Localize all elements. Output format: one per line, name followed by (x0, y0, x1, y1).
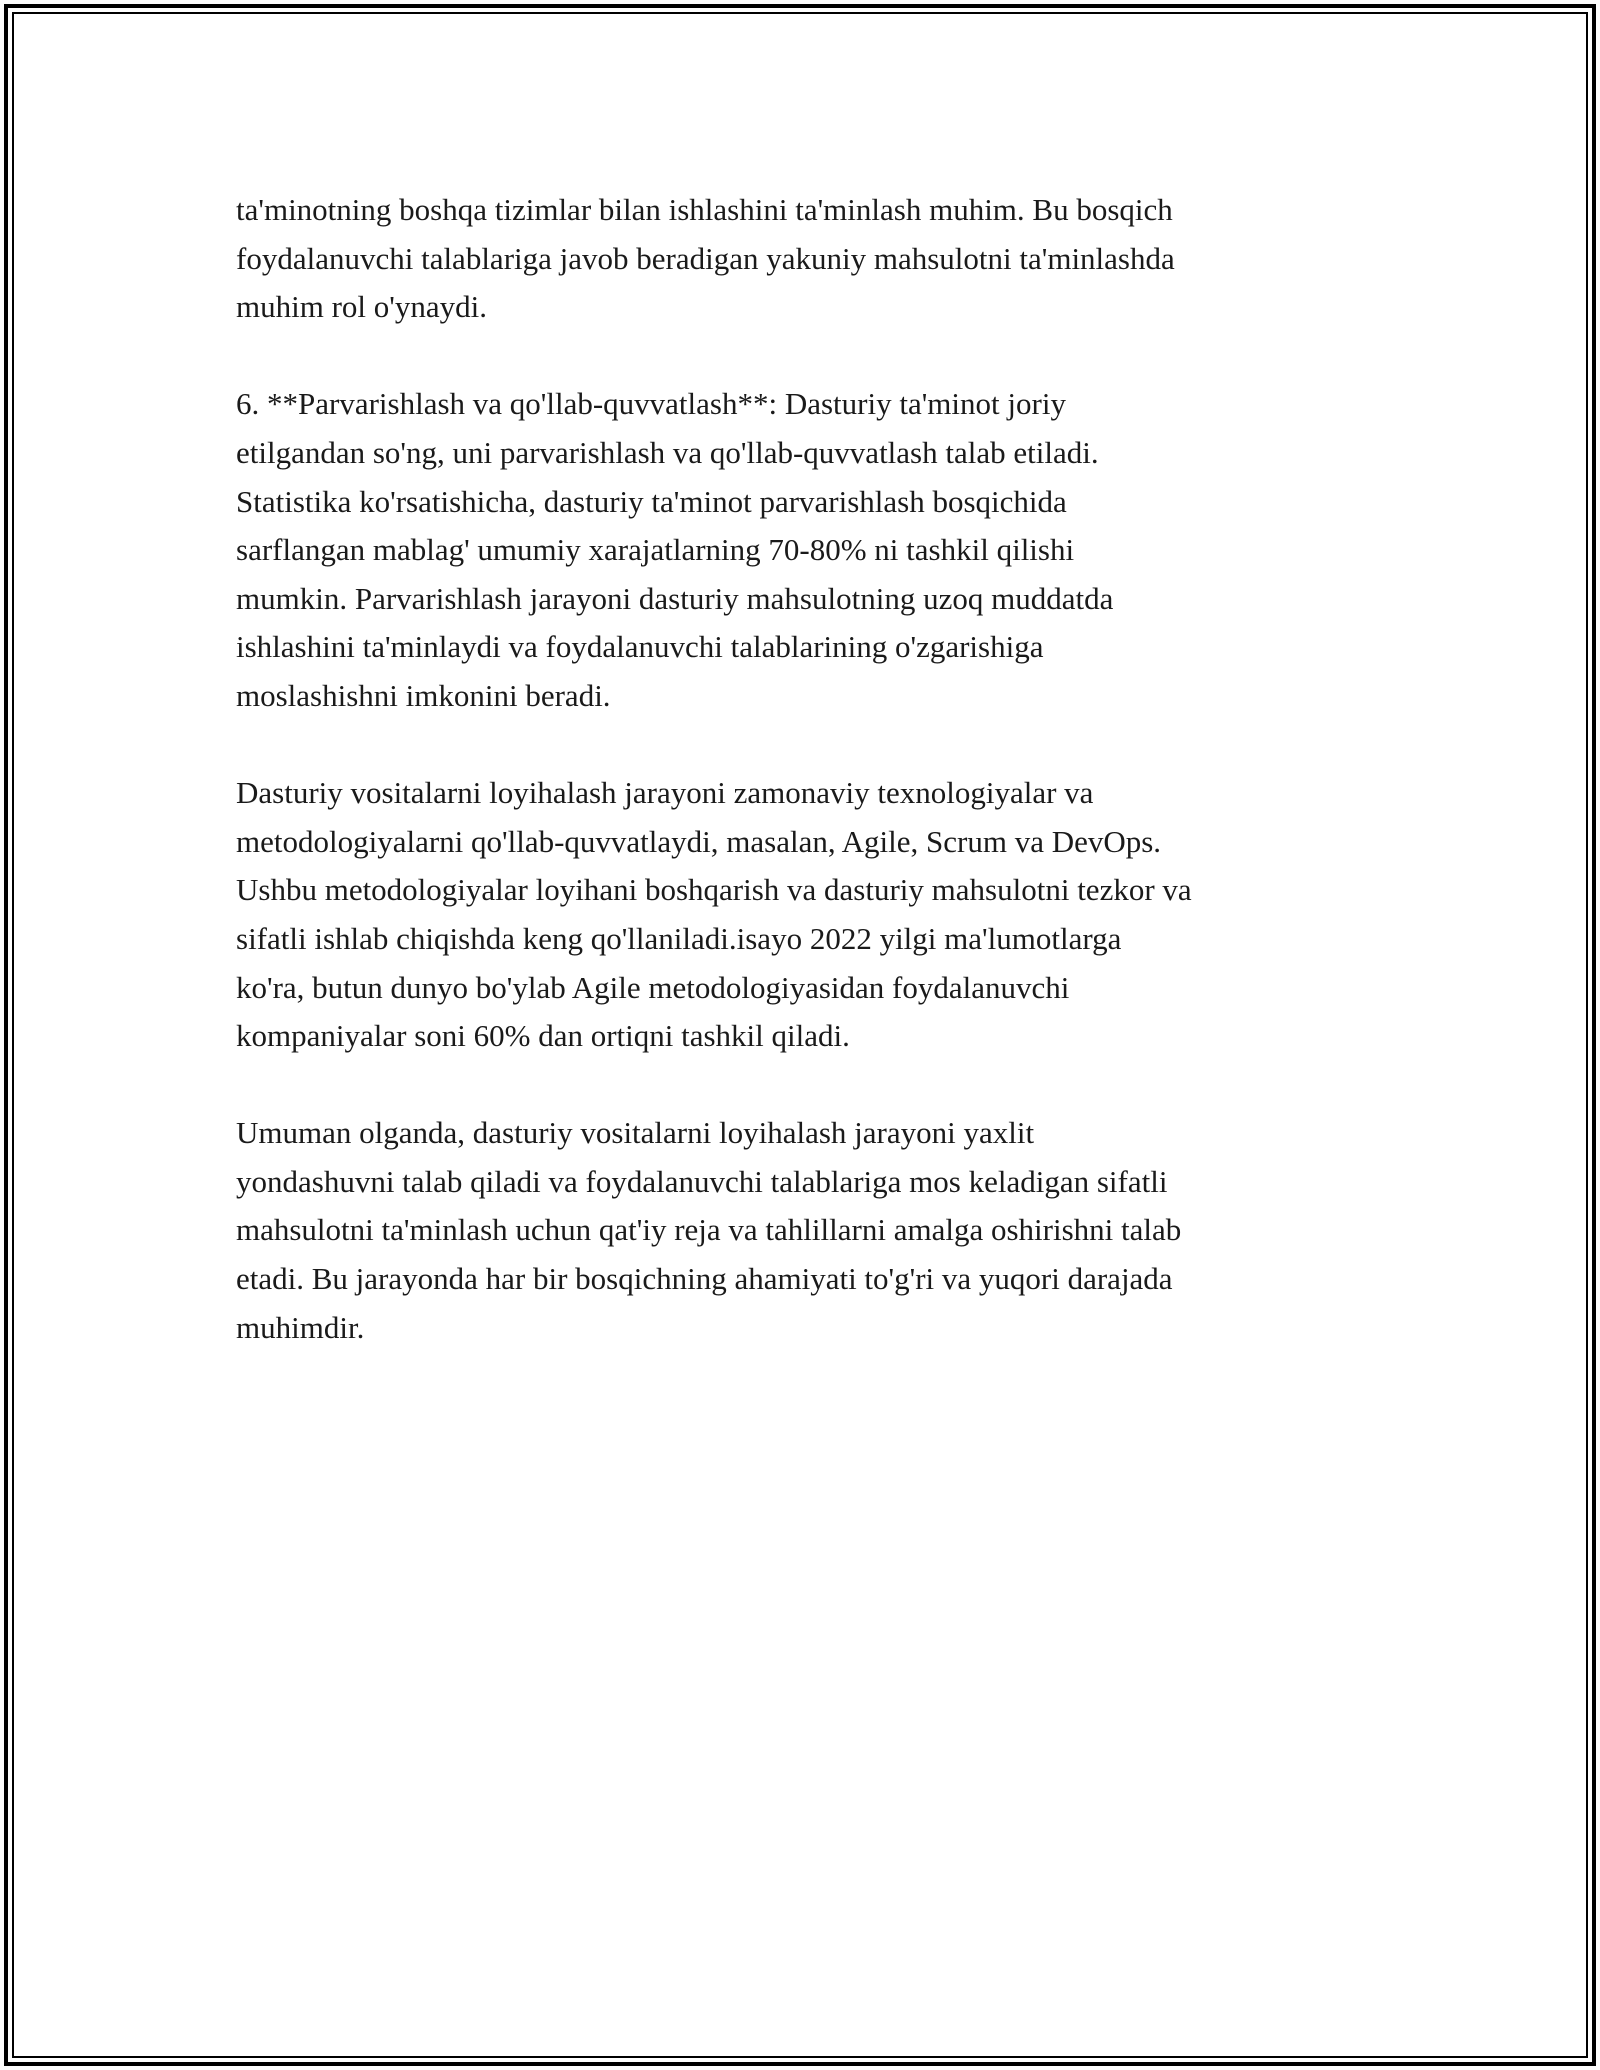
text-line: etadi. Bu jarayonda har bir bosqichning ahamiyati to'g'ri va yuqori darajada (236, 1261, 1173, 1297)
text-line: Ushbu metodologiyalar loyihani boshqarish va dasturiy mahsulotni tezkor va (236, 872, 1192, 908)
text-line: ishlashini ta'minlaydi va foydalanuvchi talablarining o'zgarishiga (236, 629, 1044, 665)
text-line: sarflangan mablag' umumiy xarajatlarning 70-80% ni tashkil qilishi (236, 532, 1075, 568)
text-line: ko'ra, butun dunyo bo'ylab Agile metodologiyasidan foydalanuvchi (236, 969, 1070, 1005)
text-line: sifatli ishlab chiqishda keng qo'llaniladi.isayo 2022 yilgi ma'lumotlarga (236, 920, 1122, 956)
paragraph-summary (236, 1109, 1376, 1352)
text-line: mahsulotni ta'minlash uchun qat'iy reja va tahlillarni amalga oshirishni talab (236, 1212, 1182, 1248)
text-line: mumkin. Parvarishlash jarayoni dasturiy mahsulotning uzoq muddatda (236, 580, 1114, 616)
text-line: muhim rol o'ynaydi. (236, 289, 487, 325)
document-body (236, 186, 1376, 1401)
paragraph-methodologies (236, 769, 1376, 1061)
text-line: muhimdir. (236, 1309, 365, 1345)
text-line: ta'minotning boshqa tizimlar bilan ishlashini ta'minlash muhim. Bu bosqich (236, 192, 1173, 227)
text-line: yondashuvni talab qiladi va foydalanuvchi talablariga mos keladigan sifatli (236, 1163, 1168, 1199)
text-line: Dasturiy vositalarni loyihalash jarayoni zamonaviy texnologiyalar va (236, 775, 1094, 811)
text-line: metodologiyalarni qo'llab-quvvatlaydi, masalan, Agile, Scrum va DevOps. (236, 823, 1162, 859)
text-line: moslashishni imkonini beradi. (236, 677, 611, 713)
text-line: Umuman olganda, dasturiy vositalarni loyihalash jarayoni yaxlit (236, 1115, 1035, 1151)
text-line: kompaniyalar soni 60% dan ortiqni tashkil qiladi. (236, 1018, 850, 1054)
text-line: 6. **Parvarishlash va qo'llab-quvvatlash**: Dasturiy ta'minot joriy (236, 386, 1066, 422)
text-line: etilgandan so'ng, uni parvarishlash va qo'llab-quvvatlash talab etiladi. (236, 434, 1099, 470)
text-line: foydalanuvchi talablariga javob beradigan yakuniy mahsulotni ta'minlashda (236, 240, 1175, 276)
text-line: Statistika ko'rsatishicha, dasturiy ta'minot parvarishlash bosqichida (236, 483, 1067, 519)
paragraph-integration-conclusion (236, 186, 1376, 332)
paragraph-maintenance (236, 380, 1376, 720)
